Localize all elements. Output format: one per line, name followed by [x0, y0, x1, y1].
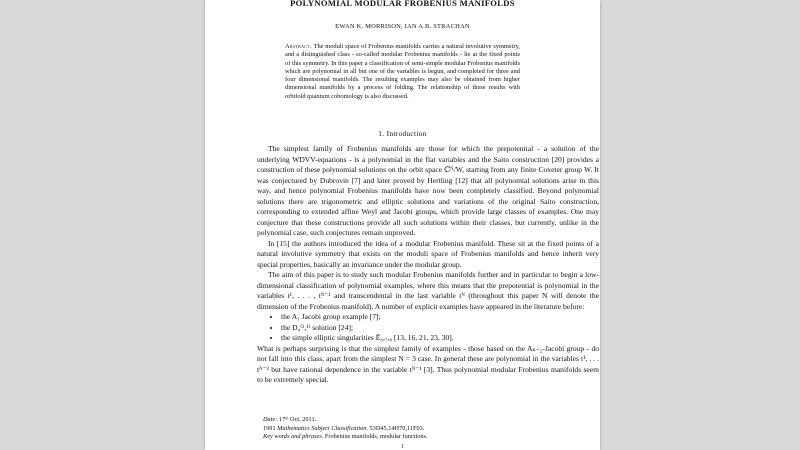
- abstract: [285, 43, 520, 101]
- list-item: • the D₄⁽¹,¹⁾ solution [24];: [281, 323, 599, 334]
- msc-footnote: [263, 425, 593, 434]
- paper-authors: EWAN K. MORRISON, IAN A.B. STRACHAN: [335, 23, 470, 30]
- paragraph: The simplest family of Frobenius manifolds are those for which the prepotential - a solution of the underlying WDVV-equations - is a polynomial in the flat variables and the Saito construction [20] provides a construction of these polynomial solutions on the orbit space ℂᴺ/W, starting from any finite Coxeter group W. It was conjectured by Dubrovin [7] and later proved by Hertling [12] that all polynomial solutions arise in this way, and hence polynomial Frobenius manifolds have now been completely classified. Beyond polynomial solutions there are trigonometric and elliptic solutions and variations of the original Saito construction, corresponding to extended affine Weyl and Jacobi groups, which provide large classes of examples. One may conjecture that these constructions provide all such solutions within their classes, but currently, unlike in the polynomial case, such conjectures remain unproved.: [257, 144, 599, 237]
- date-label: Date:: [263, 416, 278, 423]
- paragraph: The aim of this paper is to study such modular Frobenius manifolds further and in particular to begin a low-dimensional classification of polynomial examples, where this means that the prepotential is polynomial in the variables t¹, . . . , tᴺ⁻¹ and transcendental in the last variable tᴺ (throughout this paper N will denote the dimension of the Frobenius manifold). A number of explicit examples have appeared in the literature before:: [257, 270, 599, 311]
- abstract-label: Abstract.: [285, 43, 312, 50]
- page-number: 1: [401, 444, 404, 450]
- paper-title: POLYNOMIAL MODULAR FROBENIUS MANIFOLDS: [290, 0, 515, 8]
- keywords-value: Frobenius manifolds, modular functions.: [324, 433, 428, 441]
- section-heading: 1. Introduction: [378, 129, 427, 138]
- msc-value: 53D45,14H70,11F03.: [369, 424, 425, 432]
- date-footnote: [263, 416, 593, 425]
- footnotes: [263, 416, 593, 442]
- msc-prefix: 1991: [263, 424, 276, 432]
- date-value: 17ᵗʰ Oct. 2011.: [278, 416, 317, 423]
- list-item: • the simple elliptic singularities Ẽ₆,₇,₈ [13, 16, 21, 23, 30].: [281, 333, 599, 344]
- abstract-text: The moduli space of Frobenius manifolds carries a natural involutive symmetry, and a distinguished class - so-called modular Frobenius manifolds - lie at the fixed points of this symmetry. In this paper a classification of semi-simple modular Frobenius manifolds which are polynomial in all but one of the variables is begun, and completed for three and four dimensional manifolds. The resulting examples may also be obtained from higher dimensional manifolds by a process of folding. The relationship of these results with orbifold quantum cohomology is also discussed.: [285, 43, 521, 100]
- examples-list: [257, 312, 599, 344]
- paper-page: [205, 0, 600, 450]
- keywords-label: Key words and phrases.: [263, 433, 324, 441]
- body-text: [257, 144, 599, 386]
- paragraph: In [15] the authors introduced the idea of a modular Frobenius manifold. These sit at the fixed points of a natural involutive symmetry that exists on the moduli space of Frobenius manifolds and hence inherit very special properties, basically an invariance under the modular group.: [257, 238, 599, 269]
- msc-label: Mathematics Subject Classification.: [277, 424, 368, 432]
- paragraph: What is perhaps surprising is that the simplest family of examples - those based on the Aₙ₋₂-Jacobi group - do not fall into this class, apart from the simplest N = 3 case. In general these are polynomial in the variables t¹, . . . tᴺ⁻² but have rational dependence in the variable tᴺ⁻¹ [3]. Thus polynomial modular Frobenius manifolds seem to be extremely special.: [257, 343, 599, 384]
- list-item: • the A₁ Jacobi group example [7];: [281, 312, 599, 323]
- keywords-footnote: [263, 433, 593, 442]
